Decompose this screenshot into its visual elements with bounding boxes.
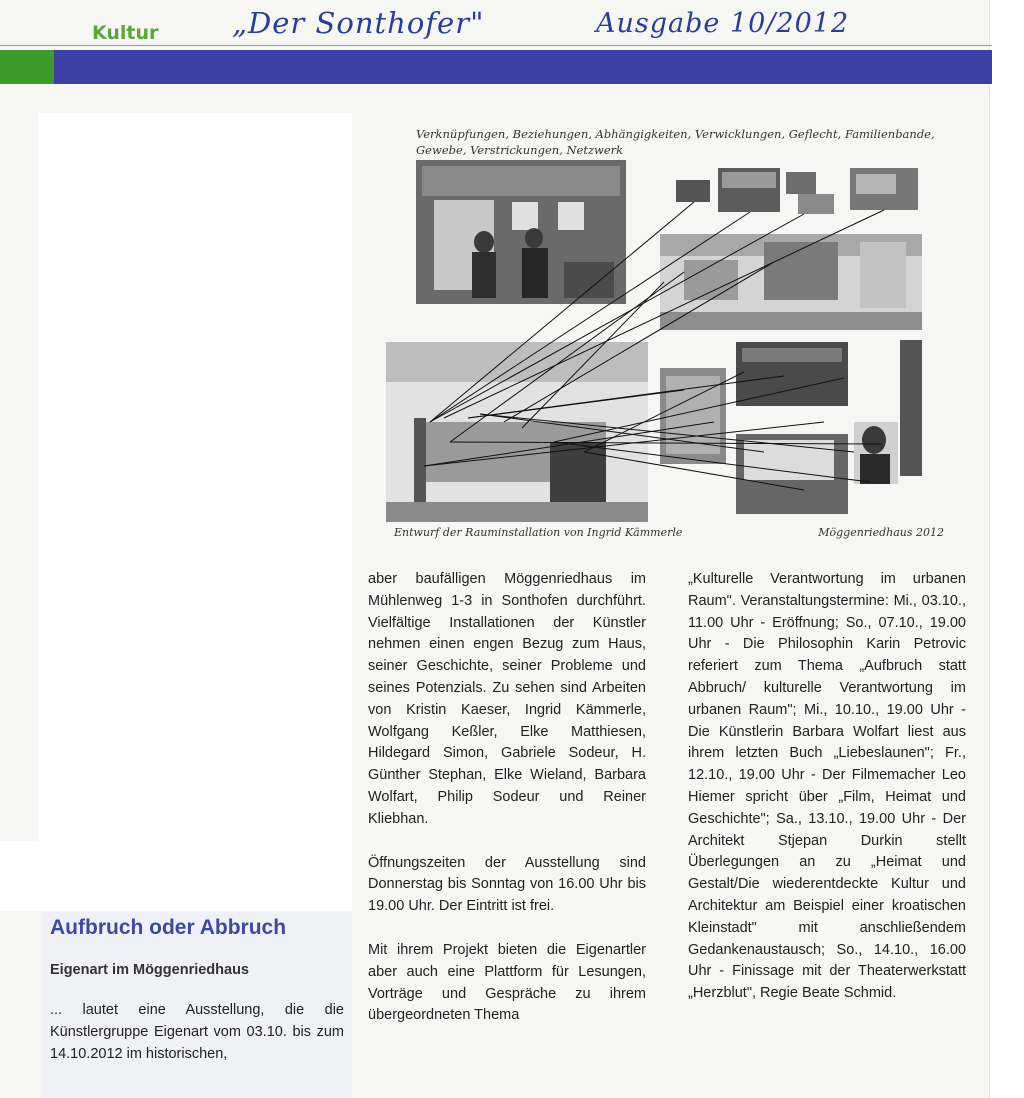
paragraph-platform: Mit ihrem Projekt bieten die Eigenartler aber auch eine Plattform für Lesungen, Vorträge und Gespräche zu ihrem übergeordneten Thema <box>368 941 646 1024</box>
article-column-middle <box>368 569 646 1027</box>
paragraph-exhibition: aber baufälligen Möggenriedhaus im Mühlenweg 1-3 in Sonthofen durchführt. Vielfältige Installationen der Künstler nehmen einen engen Bezug zum Haus, seiner Geschichte, seiner Probleme und seines Potenzials. Zu sehen sind Arbeiten von Kristin Kaeser, Ingrid Kämmerle, Wolfgang Keßler, Elke Matthiesen, Hildegard Simon, Gabriele Sodeur, H. Günther Stephan, Elke Wieland, Barbara Wolfart, Philip Sodeur und Reiner Kliebhan. <box>368 571 646 827</box>
photo-interior-people <box>416 160 626 304</box>
header-rule <box>0 45 992 46</box>
section-label: Kultur <box>92 22 159 44</box>
header-bar-green <box>0 50 54 84</box>
figure-caption <box>394 526 944 539</box>
article-intro-text: ... lautet eine Ausstellung, die die Künstlergruppe Eigenart vom 03.10. bis zum 14.10.2012 im historischen, <box>50 1002 344 1062</box>
scan-edge <box>989 0 1024 1098</box>
figure-caption-left: Entwurf der Rauminstallation von Ingrid Kämmerle <box>394 526 683 539</box>
blank-image-area-lower <box>0 841 352 911</box>
page-header <box>0 0 992 90</box>
header-bar-blue <box>54 50 992 84</box>
installation-sketch-figure <box>384 122 944 550</box>
photo-bed <box>386 342 648 522</box>
collage-sketch <box>384 122 944 522</box>
paragraph-event-dates: „Kulturelle Verantwortung im urbanen Raum". Veranstaltungstermine: Mi., 03.10., 11.00 Uhr - Eröffnung; So., 07.10., 19.00 Uhr - Die Philosophin Karin Petrovic referiert zum Thema „Aufbruch statt Abbruch/ kulturelle Verantwortung im urbanen Raum"; Mi., 10.10., 19.00 Uhr - Die Künstlerin Barbara Wolfart liest aus ihrem letzten Buch „Liebeslaunen"; Fr., 12.10., 19.00 Uhr - Der Filmemacher Leo Hiemer spricht über „Film, Heimat und Geschichte"; Sa., 13.10., 19.00 Uhr - Der Architekt Stjepan Durkin stellt Überlegungen an zu „Heimat und Gestalt/Die wiederentdeckte Kultur und Architektur am Beispiel einer kroatischen Kleinstadt" mit anschließendem Gedankenaustausch; So., 14.10., 16.00 Uhr - Finissage mit der Theaterwerkstatt „Herzblut", Regie Beate Schmid. <box>688 571 966 1002</box>
article-headline: Aufbruch oder Abbruch <box>50 916 287 939</box>
handwritten-publication-title: „Der Sonthofer" <box>232 6 485 40</box>
photo-empty-room <box>660 234 922 330</box>
figure-caption-right: Möggenriedhaus 2012 <box>818 526 944 539</box>
photo-thumbnails-top <box>676 168 918 214</box>
paragraph-opening-hours: Öffnungszeiten der Ausstellung sind Donnerstag bis Sonntag von 16.00 Uhr bis 19.00 Uhr. Der Eintritt ist frei. <box>368 854 646 915</box>
handwritten-issue-number: Ausgabe 10/2012 <box>596 8 850 39</box>
article-intro-column <box>42 912 352 1098</box>
handwritten-sketch-note: Verknüpfungen, Beziehungen, Abhängigkeiten, Verwicklungen, Geflecht, Familienbande, Gewebe, Verstrickungen, Netzwerk <box>416 127 935 157</box>
blank-image-area <box>38 113 352 841</box>
article-subheadline: Eigenart im Möggenriedhaus <box>50 962 249 978</box>
article-column-right <box>688 569 966 1027</box>
